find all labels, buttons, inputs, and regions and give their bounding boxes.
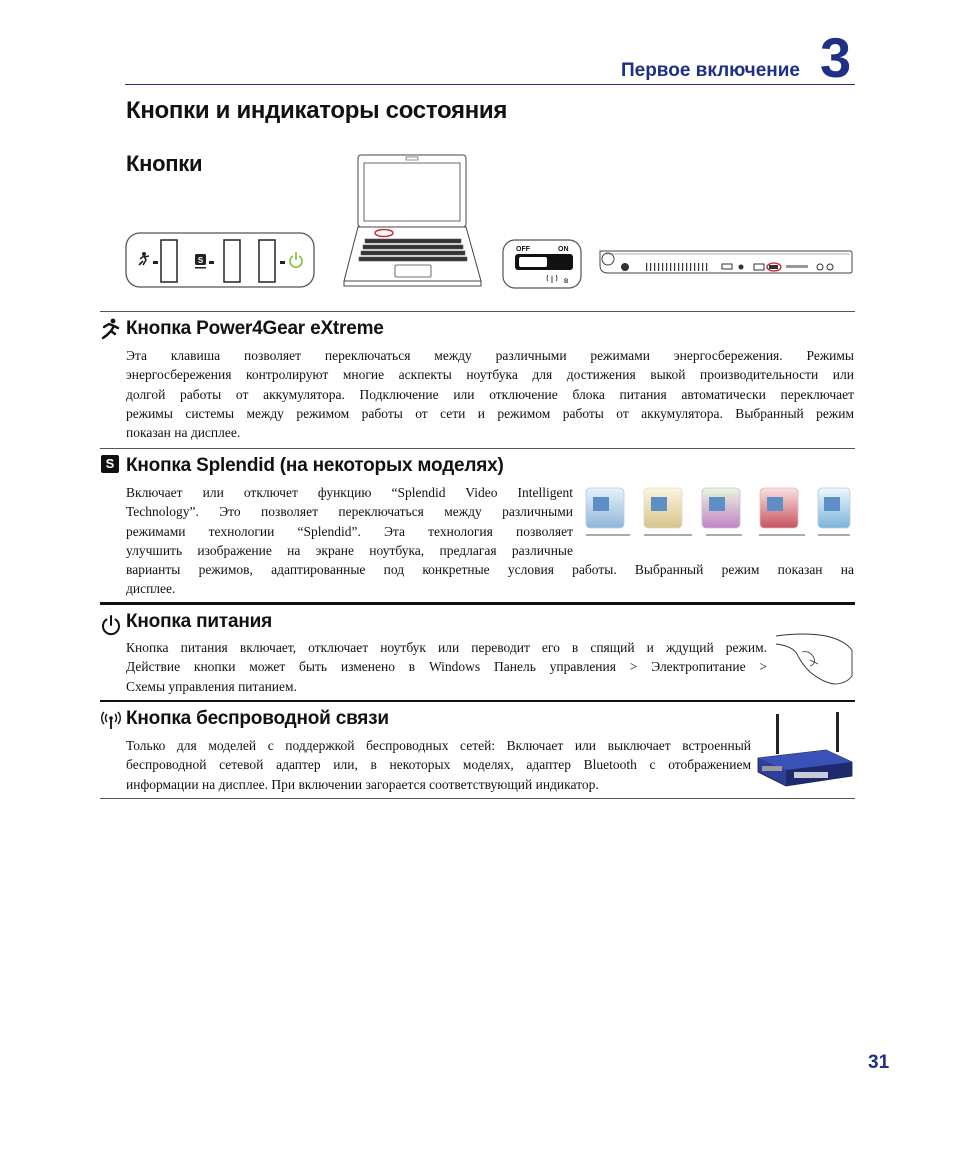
header-rule [125,84,855,85]
text-line: Technology”. Это позволяет переключаться между различными [126,504,573,520]
touchpad [395,265,431,277]
section-divider [100,311,855,312]
text-line: Действие кнопки может быть изменено в Windows Панель управления > Электропитание > [126,659,767,675]
chapter-number: 3 [820,26,852,89]
text-line: долгой работы от аккумулятора. Подключение или отключение блока питания автоматически переключает [126,386,854,402]
wireless-description [126,736,751,813]
power-description [126,638,767,715]
text-line: Эта клавиша позволяет переключаться между различными режимами энергосбережения. Режимы [126,348,854,363]
splendid-modes-illustration [582,484,854,544]
wireless-icon [100,710,122,732]
text-line: беспроводной сетевой адаптер или, в некоторых моделях, адаптер Bluetooth с отображением [126,757,751,773]
wireless-switch-illustration [502,239,582,289]
text-line: показан на дисплее. [126,425,241,441]
text-line: Схемы управления питанием. [126,678,297,694]
switch-on-label: ON [558,246,569,253]
text-line: улучшить изображение на экране ноутбука, предлагая различные [126,542,573,558]
power4gear-description [126,346,854,462]
splendid-gamma-mode-icon [644,488,682,528]
section-divider [100,448,855,449]
section-heading-power4gear: Кнопка Power4Gear eXtreme [126,318,384,339]
text-line: Кнопка питания включает, отключает ноутбук или переводит его в спящий и ждущий режим. [126,640,767,655]
page-title: Кнопки и индикаторы состояния [126,97,508,124]
button-strip-illustration [125,232,315,288]
splendid-description-bottom [126,560,854,618]
text-line: режимы системы между режимом работы от сети и режимом работы от аккумулятора. Выбранный режим [126,405,854,421]
section-heading-wireless: Кнопка беспроводной связи [126,708,389,729]
section-heading-splendid: Кнопка Splendid (на некоторых моделях) [126,455,504,476]
pressing-hand-illustration [774,630,854,690]
text-line: варианты режимов, адаптированные под конкретные условия работы. Выбранный режим показан на [126,562,854,577]
chapter-label: Первое включение [620,60,800,81]
running-man-icon [100,318,122,340]
text-line: режимами технологии “Splendid”. Эта технология позволяет [126,523,573,539]
bluetooth-icon: ʙ [564,276,569,285]
s-key-letter: S [197,256,204,265]
text-line: информации на дисплее. При включении загорается соответствующий индикатор. [126,776,599,792]
power-icon [100,614,122,636]
text-line: Включает или отключет функцию “Splendid Video Intelligent [126,485,573,500]
text-line: энергосбережения контролируют многие аскпекты ноутбука для достижения выкой производительности или [126,367,854,383]
page-number: 31 [868,1052,890,1073]
section-divider [100,602,855,605]
laptop-side-illustration [596,245,854,279]
text-line: дисплее. [126,581,176,597]
section-divider [100,700,855,702]
splendid-normal-mode-icon [586,488,624,528]
text-line: Только для моделей с поддержкой беспроводных сетей: Включает или выключает встроенный [126,738,751,753]
wireless-router-illustration [756,710,854,792]
section-divider [100,798,855,799]
splendid-theater-mode-icon [760,488,798,528]
section-heading-power: Кнопка питания [126,611,272,632]
laptop-illustration [341,153,485,290]
splendid-vivid-mode-icon [702,488,740,528]
section-title: Кнопки [126,151,203,176]
splendid-s-icon: S [101,455,119,473]
splendid-soft-mode-icon [818,488,850,528]
switch-off-label: OFF [516,246,530,253]
